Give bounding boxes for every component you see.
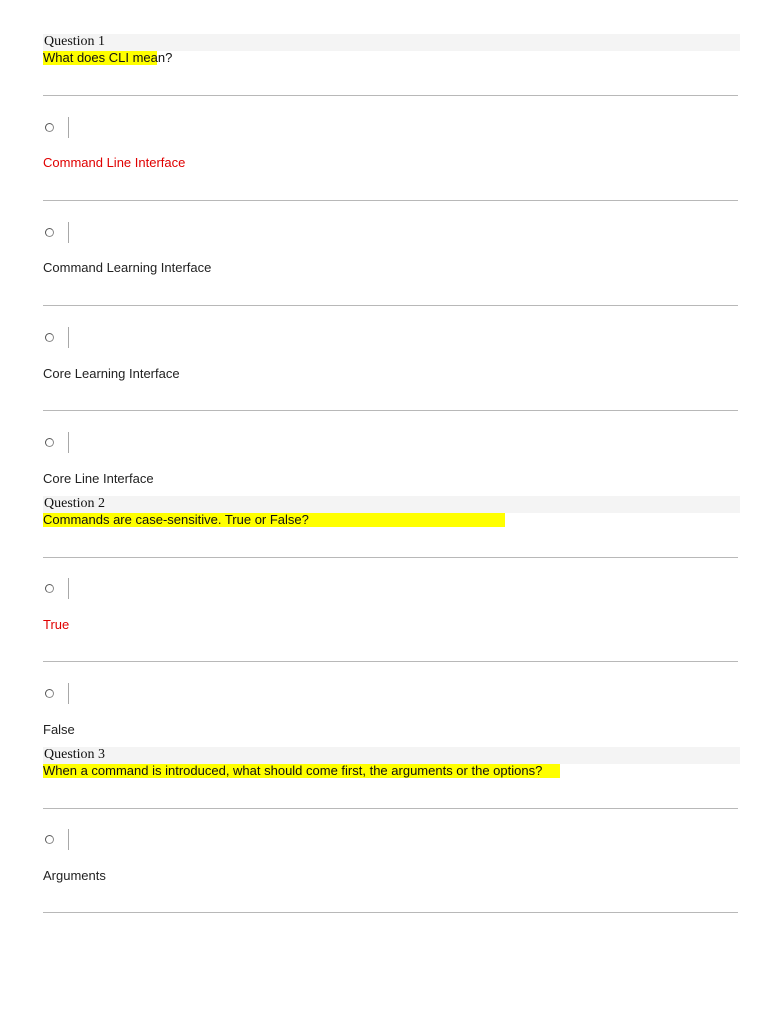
answer-radio[interactable] [45,123,54,132]
answer-radio[interactable] [45,835,54,844]
answer-option-label: Arguments [43,868,106,883]
answer-radio[interactable] [45,333,54,342]
question-label: Question 3 [44,747,106,762]
separator-bar [68,683,69,704]
divider [43,557,738,558]
divider [43,410,738,411]
question-header [43,747,740,764]
question-text: When a command is introduced, what should come first, the arguments or the options? [43,763,543,778]
separator-bar [68,222,69,243]
answer-radio[interactable] [45,689,54,698]
divider [43,912,738,913]
separator-bar [68,327,69,348]
answer-option-label: Core Line Interface [43,471,154,486]
answer-option-label: Command Learning Interface [43,260,212,275]
divider [43,808,738,809]
answer-option-label: True [43,617,70,632]
answer-option-label: Core Learning Interface [43,366,180,381]
answer-radio[interactable] [45,438,54,447]
question-header [43,34,740,51]
question-label: Question 1 [44,34,106,49]
answer-radio[interactable] [45,584,54,593]
divider [43,661,738,662]
separator-bar [68,117,69,138]
divider [43,305,738,306]
separator-bar [68,432,69,453]
divider [43,95,738,96]
answer-option-label: False [43,722,75,737]
answer-radio[interactable] [45,228,54,237]
question-header [43,496,740,513]
separator-bar [68,578,69,599]
question-text: What does CLI mean? [43,50,173,65]
answer-option-label: Command Line Interface [43,155,186,170]
divider [43,200,738,201]
question-text: Commands are case-sensitive. True or False? [43,512,309,527]
question-label: Question 2 [44,496,106,511]
separator-bar [68,829,69,850]
